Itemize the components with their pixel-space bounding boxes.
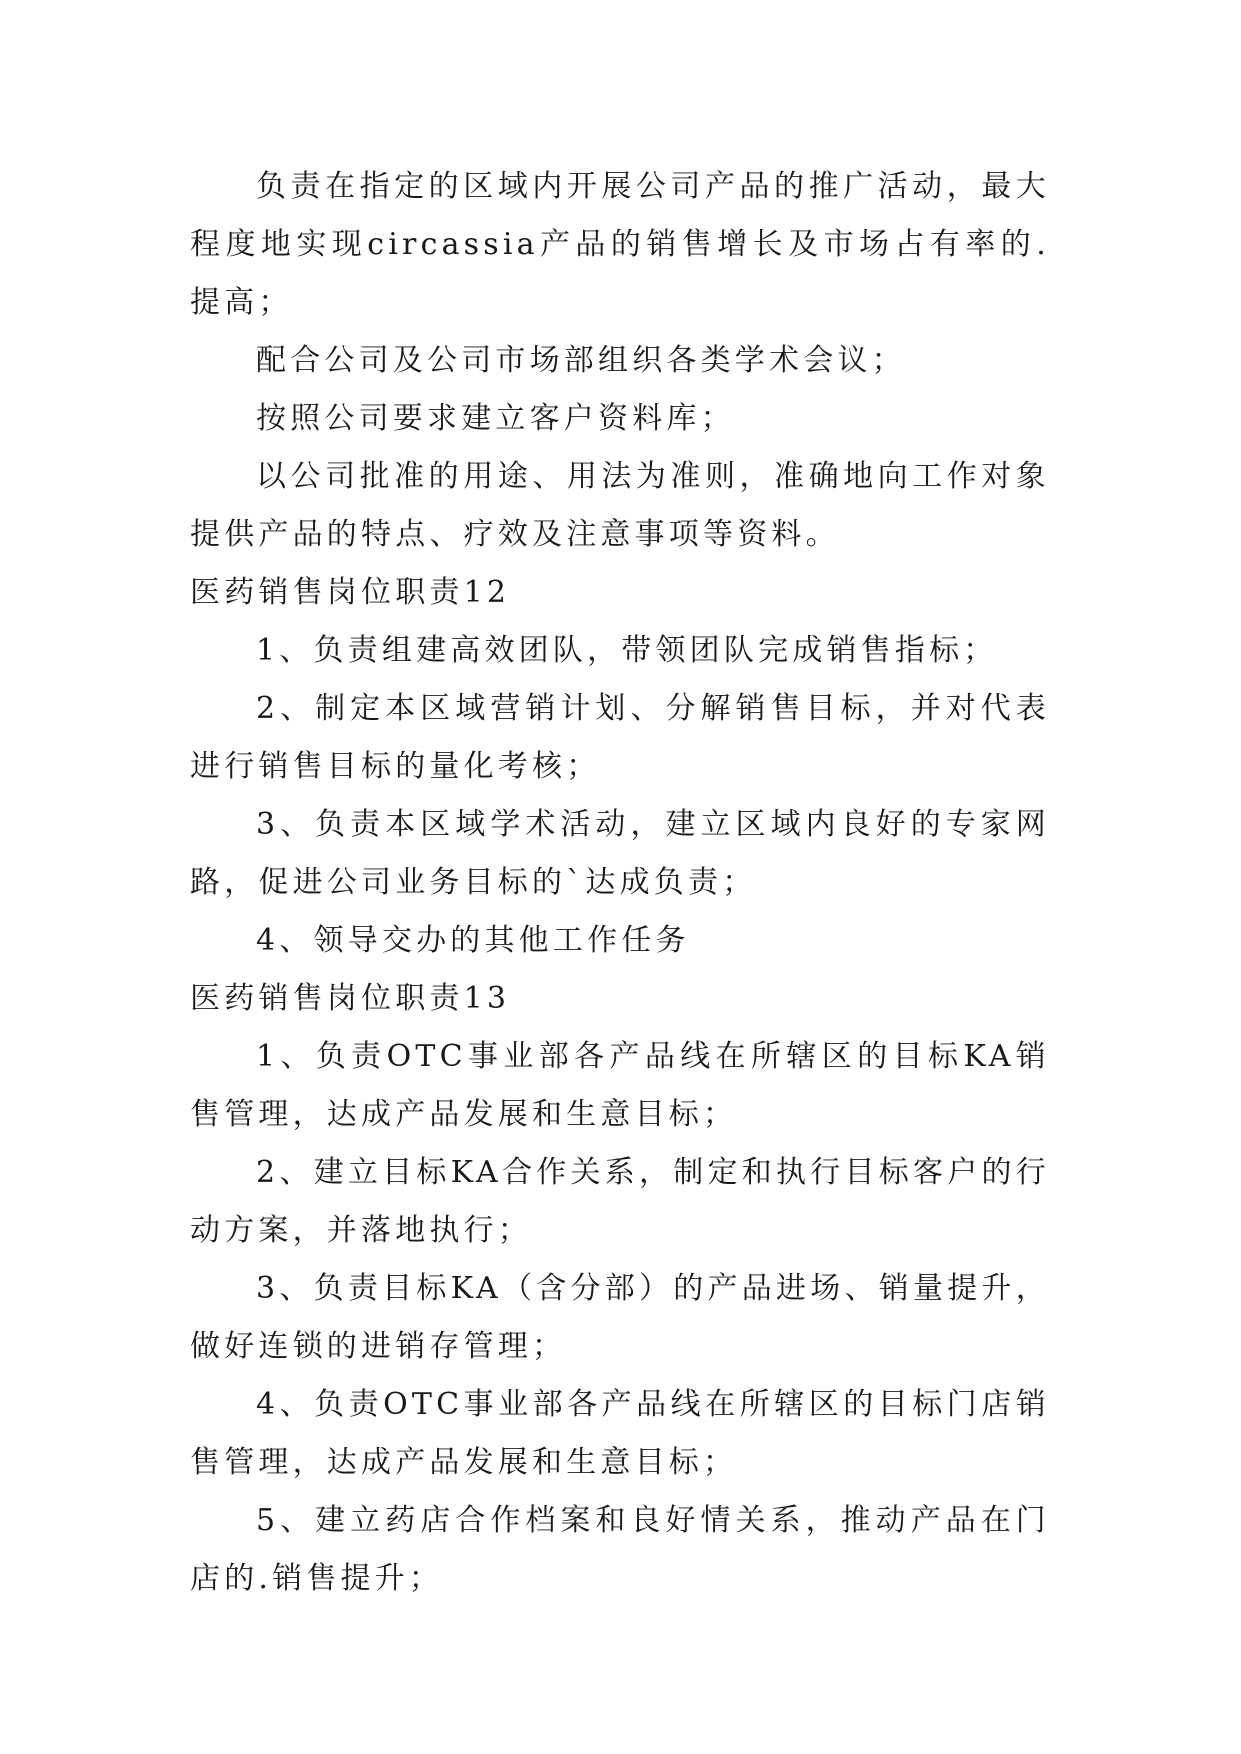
- paragraph: 1、负责OTC事业部各产品线在所辖区的目标KA销售管理，达成产品发展和生意目标；: [190, 1039, 1050, 1132]
- paragraph: 负责在指定的区域内开展公司产品的推广活动，最大程度地实现circassia产品的销售增长及市场占有率的.提高；: [190, 169, 1050, 320]
- paragraph: 2、制定本区域营销计划、分解销售目标，并对代表进行销售目标的量化考核；: [190, 691, 1050, 784]
- section-heading: 医药销售岗位职责13: [190, 981, 511, 1016]
- paragraph: 按照公司要求建立客户资料库；: [256, 401, 735, 436]
- document-body: [190, 158, 1050, 1608]
- paragraph: 4、领导交办的其他工作任务: [256, 923, 690, 958]
- paragraph: 5、建立药店合作档案和良好情关系，推动产品在门店的.销售提升；: [190, 1503, 1050, 1596]
- section-heading: 医药销售岗位职责12: [190, 575, 511, 610]
- paragraph: 1、负责组建高效团队，带领团队完成销售指标；: [256, 633, 998, 668]
- paragraph: 3、负责本区域学术活动，建立区域内良好的专家网路，促进公司业务目标的`达成负责；: [190, 807, 1050, 900]
- paragraph: 2、建立目标KA合作关系，制定和执行目标客户的行动方案，并落地执行；: [190, 1155, 1050, 1248]
- paragraph: 以公司批准的用途、用法为准则，准确地向工作对象提供产品的特点、疗效及注意事项等资料。: [190, 459, 1050, 552]
- paragraph: 4、负责OTC事业部各产品线在所辖区的目标门店销售管理，达成产品发展和生意目标；: [190, 1387, 1050, 1480]
- paragraph: 配合公司及公司市场部组织各类学术会议；: [256, 343, 906, 378]
- paragraph: 3、负责目标KA（含分部）的产品进场、销量提升，做好连锁的进销存管理；: [190, 1271, 1050, 1364]
